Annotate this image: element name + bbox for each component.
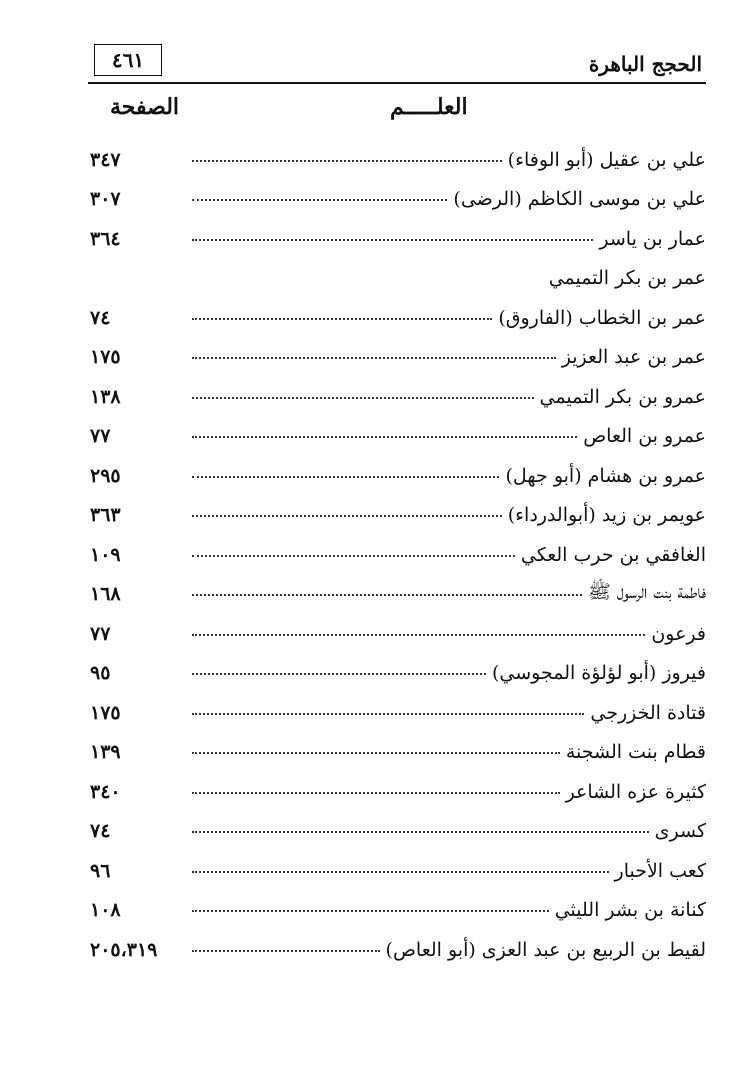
dot-leader <box>192 237 593 241</box>
index-entry <box>90 338 706 378</box>
entry-page-number: ١٣٨ <box>90 385 121 408</box>
index-entry <box>90 140 706 180</box>
entry-name: عمرو بن بكر التميمي <box>539 385 706 408</box>
entry-page-number: ٩٦ <box>90 859 111 882</box>
dot-leader <box>192 474 499 478</box>
entry-page-number: ١٠٨ <box>90 899 121 922</box>
entry-name: عمر بن الخطاب (الفاروق) <box>498 306 706 329</box>
entry-page-number: ٢٩٥ <box>90 464 121 487</box>
index-entry <box>90 693 706 733</box>
entry-name: قطام بنت الشجنة <box>565 741 706 764</box>
dot-leader <box>192 513 502 517</box>
name-column-heading: العلـــــم <box>390 94 468 120</box>
entry-name: فرعون <box>651 622 706 645</box>
entry-name: عويمر بن زيد (أبوالدرداء) <box>507 504 706 527</box>
page-number: ٤٦١ <box>111 48 145 72</box>
entry-page-number: ٩٥ <box>90 662 111 685</box>
dot-leader <box>192 869 609 873</box>
dot-leader <box>192 355 556 359</box>
entry-name: فاطمة بنت الرسول ﷺ <box>587 581 706 604</box>
index-entry <box>90 812 706 852</box>
dot-leader <box>192 434 577 438</box>
index-entry <box>90 930 706 970</box>
entry-page-number: ٧٤ <box>90 306 111 329</box>
entry-page-number: ٣٤٠ <box>90 780 121 803</box>
entry-page-number: ٧٧ <box>90 622 111 645</box>
dot-leader <box>192 197 447 201</box>
entry-page-number: ٣٤٧ <box>90 148 121 171</box>
index-entry <box>90 180 706 220</box>
dot-leader <box>192 750 560 754</box>
dot-leader <box>192 158 502 162</box>
index-entry <box>90 535 706 575</box>
index-entry <box>90 654 706 694</box>
index-entry <box>90 733 706 773</box>
entry-name: الغافقي بن حرب العكي <box>520 543 706 566</box>
index-entry <box>90 259 706 299</box>
index-list <box>90 140 706 970</box>
entry-name: علي بن عقيل (أبو الوفاء) <box>507 148 706 171</box>
entry-name: عمرو بن هشام (أبو جهل) <box>505 464 706 487</box>
entry-name: لقيط بن الربيع بن عبد العزى (أبو العاص) <box>385 938 706 961</box>
dot-leader <box>192 829 649 833</box>
dot-leader <box>192 632 645 636</box>
entry-page-number: ١٦٨ <box>90 583 121 606</box>
entry-name: كعب الأحبار <box>614 859 706 882</box>
entry-page-number: ٣٦٣ <box>90 504 121 527</box>
index-entry <box>90 614 706 654</box>
entry-page-number: ٢٠٥،٣١٩ <box>90 938 158 961</box>
entry-page-number: ١٧٥ <box>90 346 121 369</box>
index-entry <box>90 377 706 417</box>
entry-page-number: ٣٦٤ <box>90 227 121 250</box>
entry-page-number: ١٠٩ <box>90 543 121 566</box>
index-entry <box>90 496 706 536</box>
entry-name: علي بن موسى الكاظم (الرضى) <box>453 188 706 211</box>
dot-leader <box>192 908 549 912</box>
entry-name: عمر بن عبد العزيز <box>561 346 706 369</box>
dot-leader <box>192 553 515 557</box>
entry-name: عمر بن بكر التميمي <box>548 267 706 290</box>
index-entry <box>90 575 706 615</box>
dot-leader <box>192 948 380 952</box>
book-title: الحجج الباهرة <box>588 52 702 76</box>
entry-page-number: ٧٤ <box>90 820 111 843</box>
page-column-heading: الصفحة <box>110 94 180 120</box>
column-headings <box>100 92 706 128</box>
dot-leader <box>192 395 534 399</box>
dot-leader <box>192 592 582 596</box>
index-entry <box>90 456 706 496</box>
entry-page-number: ٣٠٧ <box>90 188 121 211</box>
index-entry <box>90 851 706 891</box>
entry-page-number: ١٣٩ <box>90 741 121 764</box>
dot-leader <box>192 711 584 715</box>
dot-leader <box>192 316 492 320</box>
index-entry <box>90 219 706 259</box>
index-entry <box>90 891 706 931</box>
entry-name: عمرو بن العاص <box>583 425 706 448</box>
page-header <box>88 42 706 84</box>
entry-name: فيروز (أبو لؤلؤة المجوسي) <box>491 662 706 685</box>
entry-name: كسرى <box>654 820 706 843</box>
entry-page-number: ١٧٥ <box>90 701 121 724</box>
index-entry <box>90 772 706 812</box>
dot-leader <box>192 790 560 794</box>
entry-name: عمار بن ياسر <box>599 227 706 250</box>
page-number-box <box>94 44 162 76</box>
entry-name: كثيرة عزه الشاعر <box>565 780 706 803</box>
entry-name: كنانة بن بشر الليثي <box>554 899 706 922</box>
index-entry <box>90 417 706 457</box>
index-entry <box>90 298 706 338</box>
dot-leader <box>192 671 486 675</box>
entry-name: قتادة الخزرجي <box>590 701 706 724</box>
entry-page-number: ٧٧ <box>90 425 111 448</box>
